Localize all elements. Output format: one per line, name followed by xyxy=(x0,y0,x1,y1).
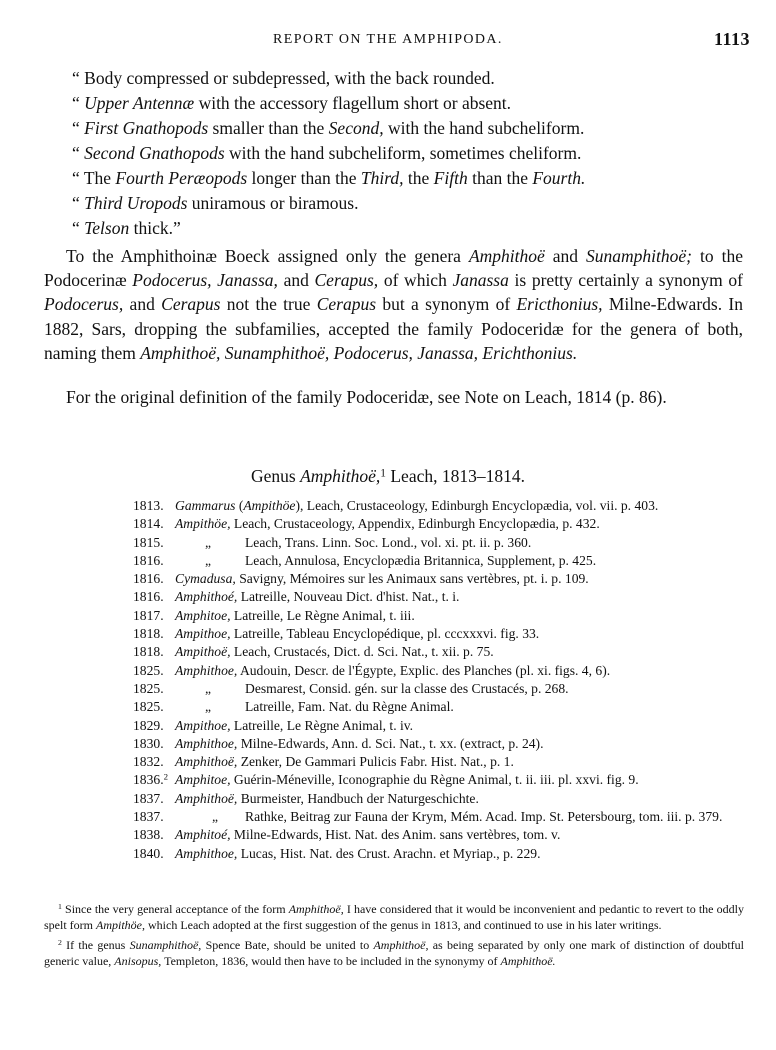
synonymy-entry: 1818. Ampithoe, Latreille, Tableau Encyclopédique, pl. cccxxxvi. fig. 33. xyxy=(133,626,540,642)
synonymy-entry: 1838. Amphitoé, Milne-Edwards, Hist. Nat. des Anim. sans vertèbres, tom. v. xyxy=(133,827,561,843)
synonymy-entry: 1818. Ampithoë, Leach, Crustacés, Dict. d. Sci. Nat., t. xii. p. 75. xyxy=(133,644,494,660)
synonymy-entry: 1813. Gammarus (Ampithöe), Leach, Crustaceology, Edinburgh Encyclopædia, vol. vii. p. 403. xyxy=(133,498,659,513)
genus-heading: Genus Amphithoë,$^1$ Leach, 1813–1814. xyxy=(251,466,525,486)
footnotes xyxy=(44,902,744,974)
synonymy-entry: 1825. „ Desmarest, Consid. gén. sur la classe des Crustacés, p. 268. xyxy=(133,680,753,698)
synonymy-entry: 1816. Amphithoé, Latreille, Nouveau Dict. d'hist. Nat., t. i. xyxy=(133,589,460,605)
footnote-ref-2: 2 xyxy=(163,772,169,783)
running-head: REPORT ON THE AMPHIPODA. xyxy=(273,32,503,47)
footnote-1: $^1$ Since the very general acceptance of the form Amphithoë, I have considered that it would be inconvenient and pedantic to revert to the oddly spelt form Ampithöe, which Leach adopted at the first suggestion of the genus in 1813, and continued to use in his later writings. xyxy=(44,902,744,932)
synonymy-entry: 1837. „ Rathke, Beitrag zur Fauna der Krym, Mém. Acad. Imp. St. Petersbourg, tom. iii. p. 379. xyxy=(133,808,753,826)
page-header xyxy=(0,29,776,53)
footnote-2: $^2$ If the genus Sunamphithoë, Spence Bate, should be united to Amphithoë, as being separated by only one mark of distinction of doubtful generic value, Anisopus, Templeton, 1836, would then have to be included in the synonymy of Amphithoë. xyxy=(44,938,744,968)
synonymy-entry: 1815. „ Leach, Trans. Linn. Soc. Lond., vol. xi. pt. ii. p. 360. xyxy=(133,534,753,552)
synonymy-entry: 1825. „ Latreille, Fam. Nat. du Règne Animal. xyxy=(133,698,753,716)
synonymy-entry: 1816. Cymadusa, Savigny, Mémoires sur les Animaux sans vertèbres, pt. i. p. 109. xyxy=(133,571,589,587)
body-paragraph-subfamilies: To the Amphithoinæ Boeck assigned only the genera Amphithoë and Sunamphithoë; to the Podocerinæ Podocerus, Janassa, and Cerapus, of which Janassa is pretty certainly a synonym of Podocerus, and Cerapus not the true Cerapus but a synonym of Ericthonius, Milne-Edwards. In 1882, Sars, dropping the subfamilies, accepted the family Podoceridæ for the genera of both, naming them Amphithoë, Sunamphithoë, Podocerus, Janassa, Erichthonius. xyxy=(44,246,743,363)
ditto-mark: „ xyxy=(205,699,212,715)
ditto-mark: „ xyxy=(205,534,212,550)
quote-line-second-gnathopods: “ Second Gnathopods with the hand subcheliform, sometimes cheliform. xyxy=(72,143,582,163)
synonymy-entry: 1840. Amphithoe, Lucas, Hist. Nat. des Crust. Arachn. et Myriap., p. 229. xyxy=(133,845,541,861)
ditto-mark: „ xyxy=(212,809,219,825)
body-paragraph-definition-note: For the original definition of the family Podoceridæ, see Note on Leach, 1814 (p. 86). xyxy=(66,387,667,407)
quote-line-fourth-peraeopods: “ The Fourth Peræopods longer than the Third, the Fifth than the Fourth. xyxy=(72,168,586,188)
synonymy-entry: 1832. Amphithoë, Zenker, De Gammari Pulicis Fabr. Hist. Nat., p. 1. xyxy=(133,754,514,770)
quoted-definition xyxy=(72,66,752,241)
synonymy-entry: 1825. Amphithoe, Audouin, Descr. de l'Égypte, Explic. des Planches (pl. xi. figs. 4, 6). xyxy=(133,662,611,678)
synonymy-entry: 1836.$^2$ Amphitoe, Guérin-Méneville, Iconographie du Règne Animal, t. ii. iii. pl. xxvi. fig. 9. xyxy=(133,772,639,788)
synonymy-entry: 1837. Amphithoë, Burmeister, Handbuch der Naturgeschichte. xyxy=(133,790,479,806)
quote-line-upper-antennae: “ Upper Antennæ with the accessory flagellum short or absent. xyxy=(72,93,512,113)
synonymy-entry: 1816. „ Leach, Annulosa, Encyclopædia Britannica, Supplement, p. 425. xyxy=(133,552,753,570)
ditto-mark: „ xyxy=(205,552,212,568)
synonymy-entry: 1830. Amphithoe, Milne-Edwards, Ann. d. Sci. Nat., t. xx. (extract, p. 24). xyxy=(133,735,544,751)
ditto-mark: „ xyxy=(205,680,212,696)
synonymy-entry: 1817. Amphitoe, Latreille, Le Règne Animal, t. iii. xyxy=(133,607,415,623)
quote-line-third-uropods: “ Third Uropods uniramous or biramous. xyxy=(72,193,359,213)
page-number: 1113 xyxy=(713,29,750,49)
quote-line-first-gnathopods: “ First Gnathopods smaller than the Second, with the hand subcheliform. xyxy=(72,118,585,138)
quote-line-telson: “ Telson thick.” xyxy=(72,218,181,238)
synonymy-entry: 1814. Ampithöe, Leach, Crustaceology, Appendix, Edinburgh Encyclopædia, p. 432. xyxy=(133,516,600,532)
synonymy-entry: 1829. Ampithoe, Latreille, Le Règne Animal, t. iv. xyxy=(133,717,414,733)
footnote-ref-1: 1 xyxy=(380,467,386,480)
quote-line-body: “ Body compressed or subdepressed, with the back rounded. xyxy=(72,68,495,88)
synonymy-list xyxy=(133,497,753,863)
